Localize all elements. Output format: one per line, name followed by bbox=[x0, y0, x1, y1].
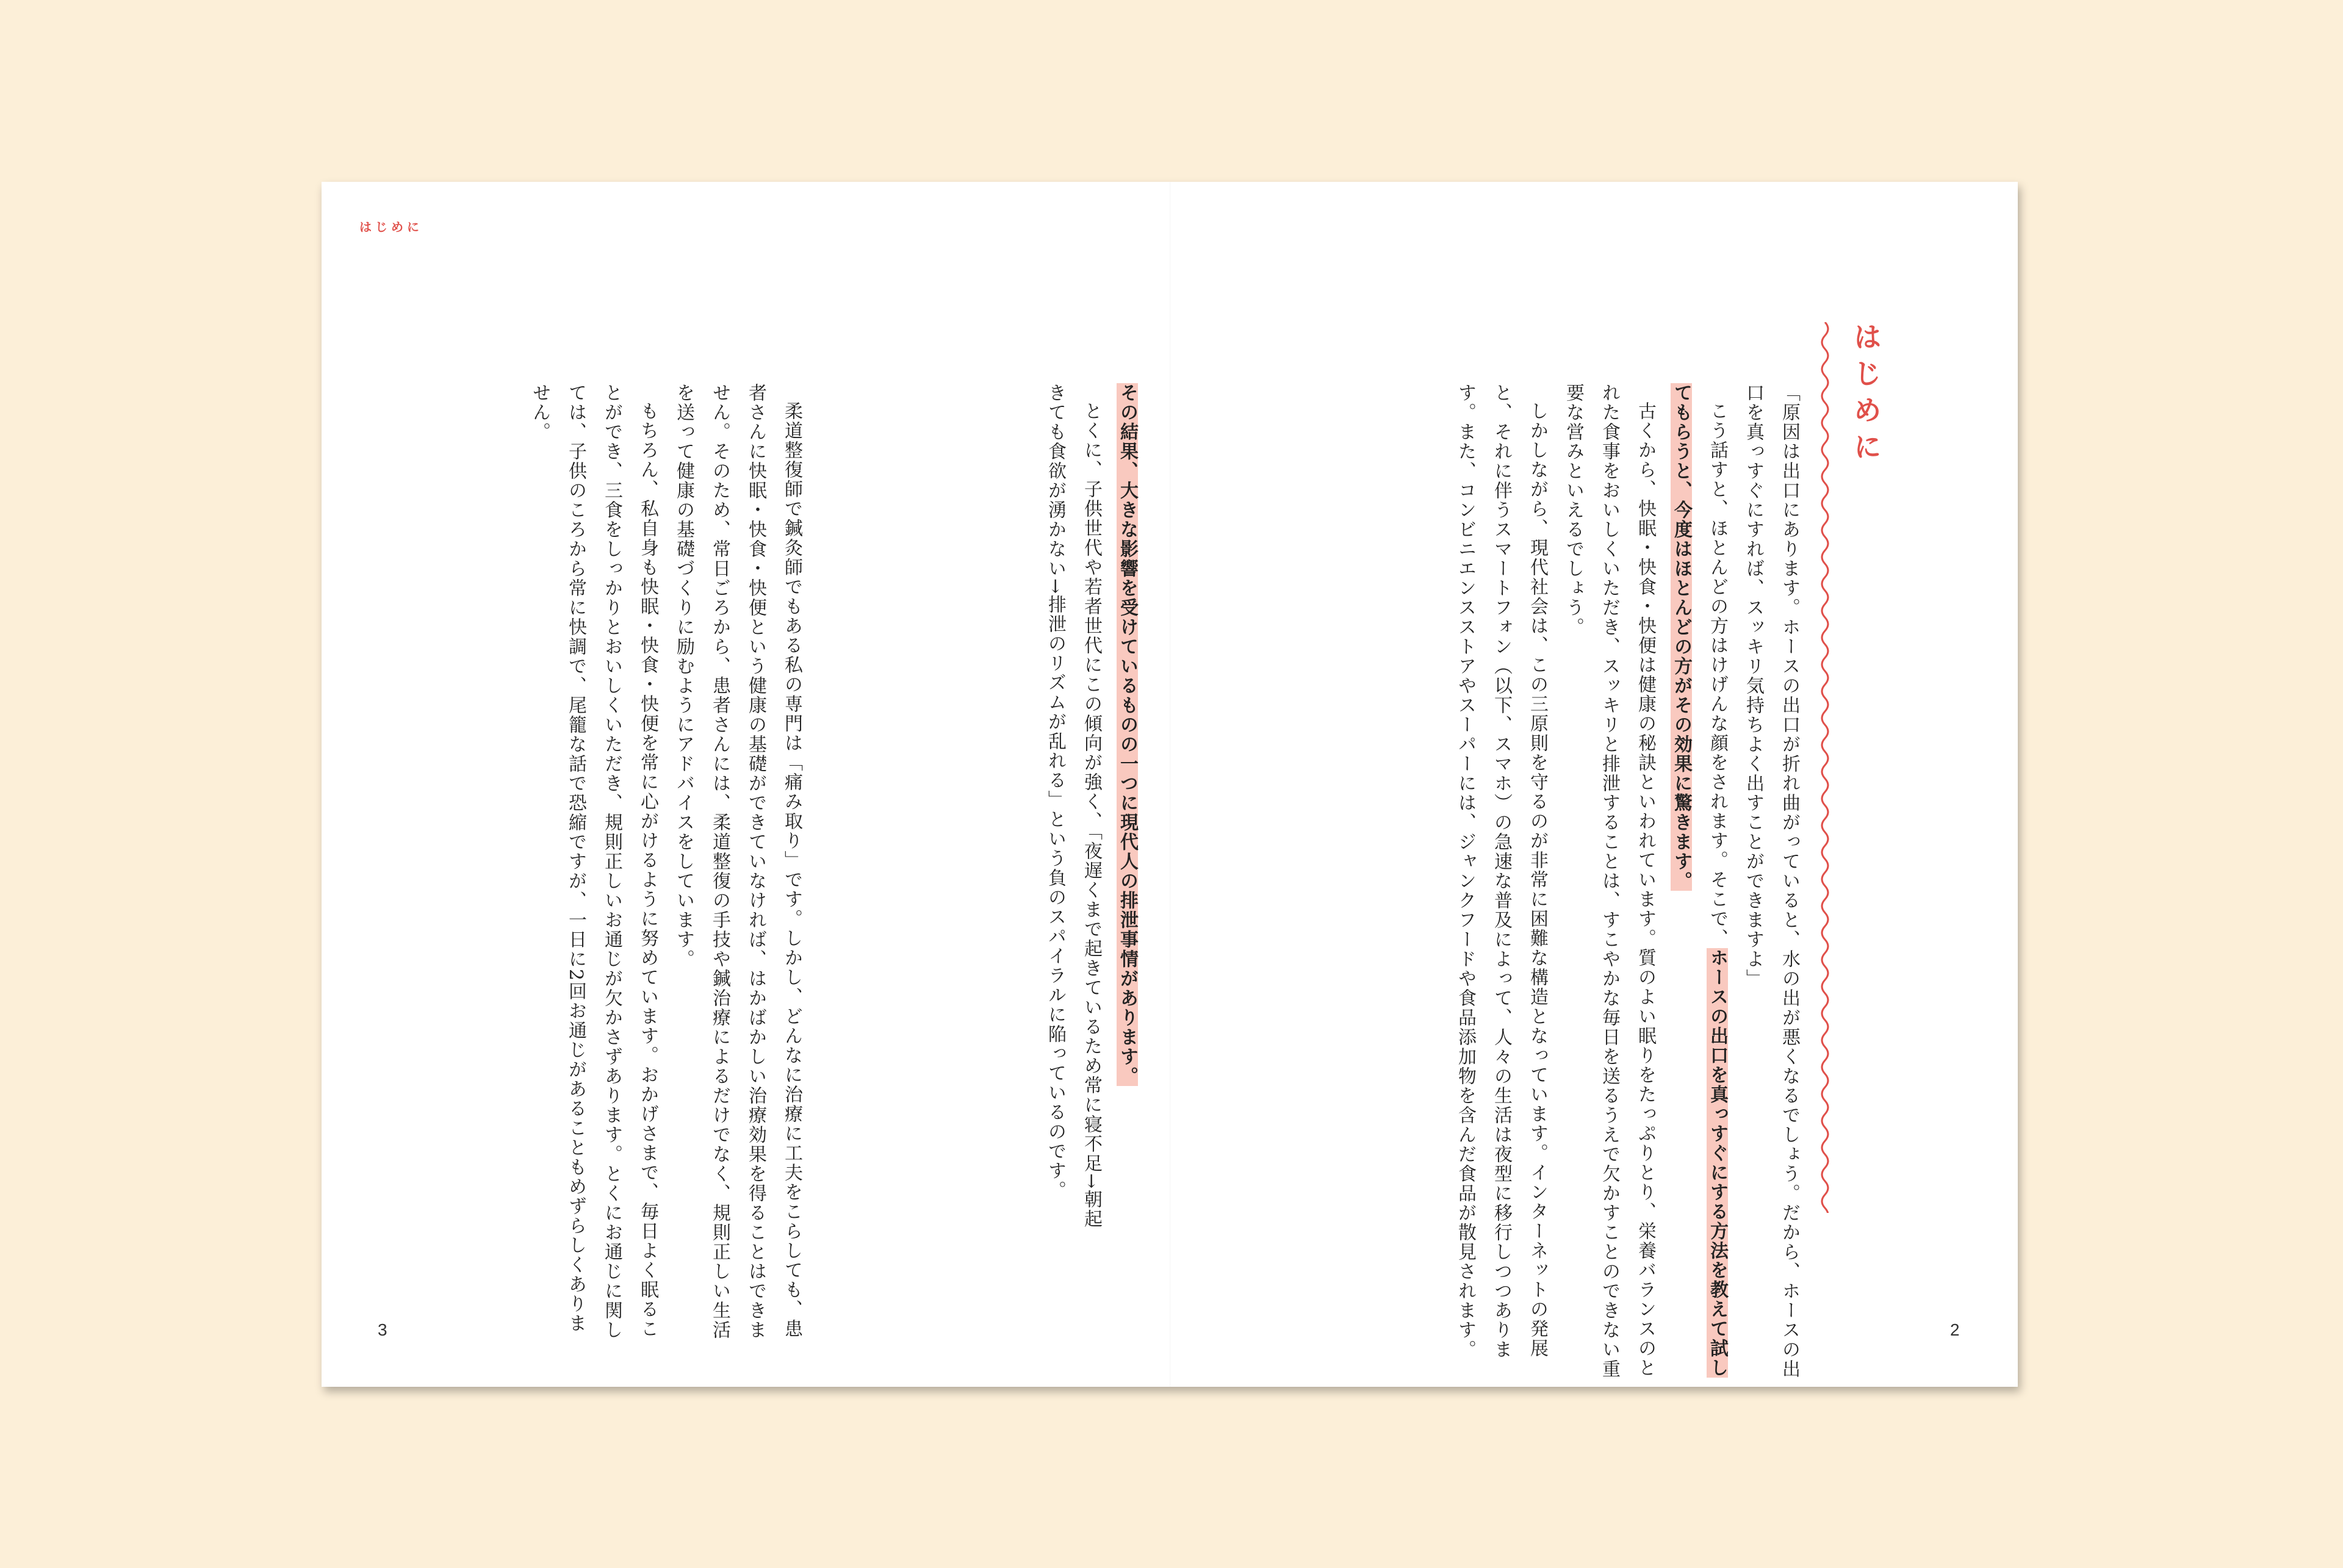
chapter-title: はじめに bbox=[1849, 322, 1882, 469]
left-page-text-upper bbox=[840, 383, 1145, 1237]
opening-quote: 「原因は出口にあります。ホースの出口が折れ曲がっていると、水の出が悪くなるでしょう。だから、ホースの出口を真っすぐにすれば、スッキリ気持ちよく出すことができますよ」 bbox=[1743, 383, 1800, 1379]
left-page-text-lower bbox=[441, 383, 810, 1347]
wavy-rule bbox=[1818, 322, 1832, 1213]
page-number-left: 3 bbox=[378, 1320, 387, 1339]
running-head: はじめに bbox=[359, 220, 423, 234]
paragraph: しかしながら、現代社会は、この三原則を守るのが非常に困難な構造となっています。インターネットの発展と、それに伴うスマートフォン（以下、スマホ）の急速な普及によって、人々の生活は夜型に移行しつつあります。また、コンビニエンスストアやスーパーには、ジャンクフードや食品添加物を含んだ食品が散見されます。 bbox=[1455, 383, 1548, 1359]
spine-shadow bbox=[1170, 182, 1171, 1387]
right-page-text bbox=[1295, 383, 1807, 1396]
book-spread bbox=[322, 182, 2018, 1387]
paragraph: 柔道整復師で鍼灸師でもある私の専門は「痛み取り」です。しかし、どんなに治療に工夫をこらしても、患者さんに快眠・快食・快便という健康の基礎ができていなければ、はかばかしい治療効果を得ることはできません。そのため、常日ごろから、患者さんには、柔道整復の手技や鍼治療によるだけでなく、規則正しい生活を送って健康の基礎づくりに励むようにアドバイスをしています。 bbox=[673, 383, 802, 1340]
paragraph bbox=[1109, 383, 1145, 1237]
highlighted-sentence: ホースの出口を真っすぐにする方法を教えて試してもらうと、今度はほとんどの方がその効果に驚きます。 bbox=[1671, 383, 1728, 1378]
paragraph: もちろん、私自身も快眠・快食・快便を常に心がけるように努めています。おかげさまで、毎日よく眠ることができ、三食をしっかりとおいしくいただき、規則正しいお通じが欠かさずあります。とくにお通じに関しては、子供のころから常に快調で、尾籠な話で恐縮ですが、一日に2回お通じがあることもめずらしくありません。 bbox=[529, 383, 658, 1340]
page-number-right: 2 bbox=[1950, 1320, 1960, 1339]
paragraph: とくに、子供世代や若者世代にこの傾向が強く、「夜遅くまで起きているため常に寝不足→朝起きても食欲が湧かない→排泄のリズムが乱れる」という負のスパイラルに陥っているのです。 bbox=[1045, 383, 1102, 1229]
highlighted-sentence: その結果、大きな影響を受けているものの一つに現代人の排泄事情があります。 bbox=[1117, 383, 1138, 1086]
paragraph: 古くから、快眠・快食・快便は健康の秘訣といわれています。質のよい眠りをたっぷりとり、栄養バランスのとれた食事をおいしくいただき、スッキリと排泄することは、すこやかな毎日を送るうえで欠かすことのできない重要な営みといえるでしょう。 bbox=[1563, 383, 1656, 1379]
paragraph-text: こう話すと、ほとんどの方はけげんな顔をされます。そこで、 bbox=[1707, 401, 1728, 948]
paragraph bbox=[1663, 383, 1735, 1396]
